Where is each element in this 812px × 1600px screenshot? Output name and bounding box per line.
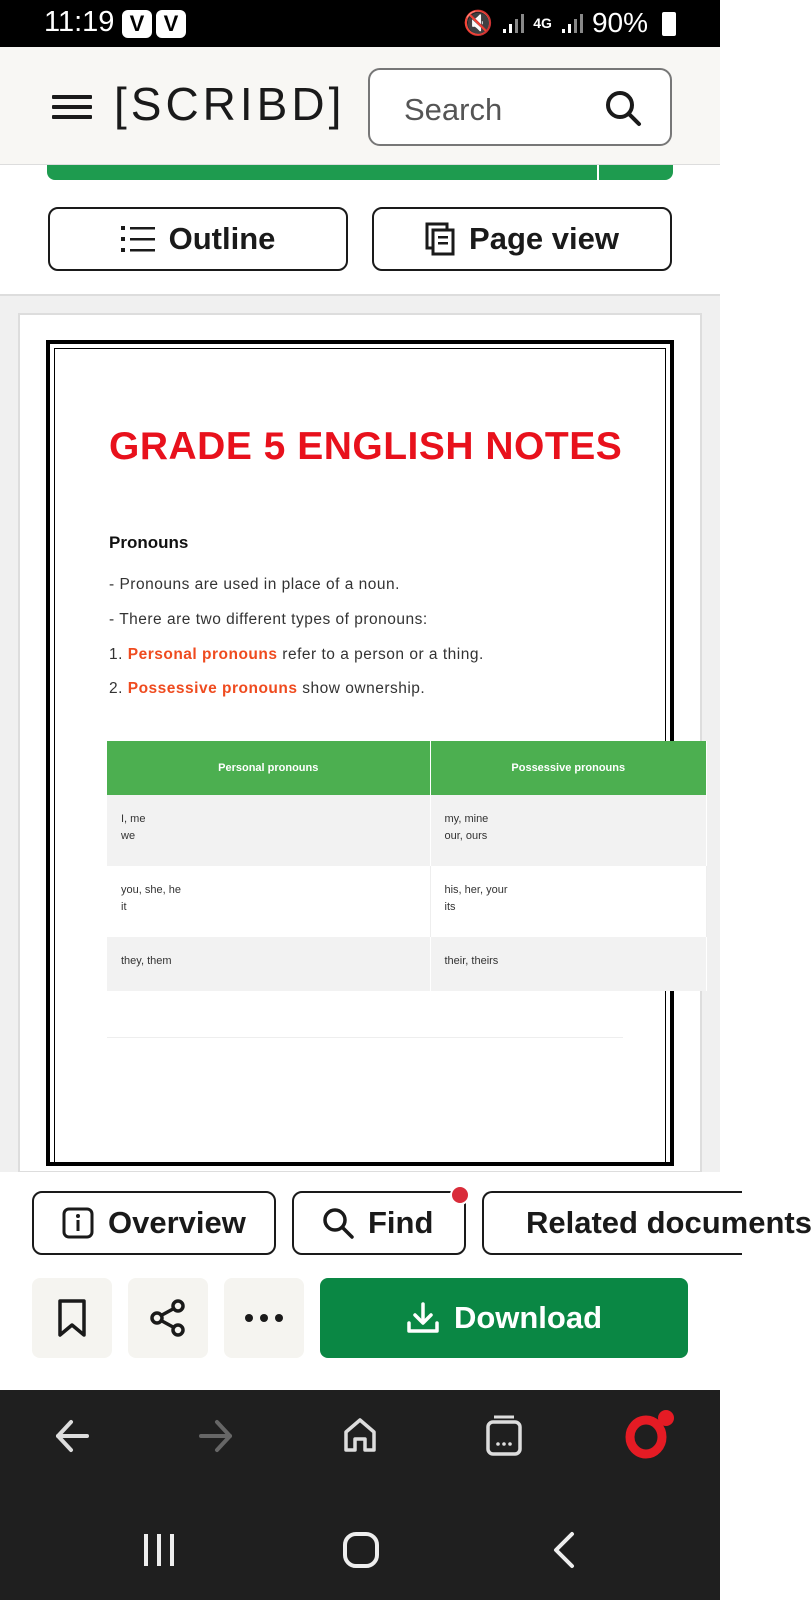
divider [107,1037,623,1038]
signal-icon [560,11,584,35]
table-header: Possessive pronouns [430,741,707,795]
system-nav-bar [0,1500,720,1600]
cell-text: my, mine [444,813,489,825]
document-title: GRADE 5 ENGLISH NOTES [109,425,623,468]
list-item [109,646,484,664]
status-bar [0,0,720,47]
pronoun-table [107,741,707,991]
table-cell [430,866,707,937]
outline-button[interactable] [48,207,348,271]
cell-text: their, theirs [444,955,499,967]
paragraph: - Pronouns are used in place of a noun. [109,576,400,593]
cell-text: its [444,901,456,913]
table-row [107,795,707,866]
recent-apps-icon[interactable] [142,1532,176,1568]
bookmark-button[interactable] [32,1278,112,1358]
paragraph: - There are two different types of pronouns: [109,611,428,628]
back-nav-icon[interactable] [552,1531,576,1569]
highlight-term: Possessive pronouns [127,680,298,697]
list-number: 2. [109,680,123,697]
status-icons [463,7,668,39]
download-icon [406,1301,440,1335]
cell-text: I, me [121,813,146,825]
table-row [107,937,707,991]
table-header: Personal pronouns [107,741,430,795]
info-icon [62,1207,94,1239]
overview-label: Overview [108,1205,246,1240]
list-icon [121,224,155,254]
table-cell [430,937,707,991]
cell-text: our, ours [444,830,488,842]
opera-icon[interactable] [626,1410,674,1456]
overview-button[interactable] [32,1191,276,1255]
cell-text: his, her, your [444,884,508,896]
document-toolbar [0,1172,812,1390]
cell-text: they, them [121,955,172,967]
status-time: 11:19 [44,6,115,38]
list-text: refer to a person or a thing. [277,646,484,663]
browser-nav-bar [0,1390,720,1500]
tabs-icon[interactable] [484,1414,524,1456]
list-item [109,680,425,698]
table-header-row [107,741,707,795]
search-icon[interactable] [604,89,642,127]
page-view-button[interactable] [372,207,672,271]
related-documents-button[interactable] [482,1191,812,1255]
more-button[interactable] [224,1278,304,1358]
cell-text: we [121,830,136,842]
section-heading: Pronouns [109,533,189,552]
home-icon[interactable] [342,1416,378,1454]
page-border [46,340,674,1166]
search-placeholder: Search [404,92,503,127]
carrier-badge: V [122,10,152,38]
table-cell [107,937,430,991]
download-label: Download [453,1300,603,1335]
bookmark-icon [57,1298,87,1338]
cell-text: you, she, he [121,884,181,896]
progress-bar [47,165,673,180]
search-icon [322,1207,354,1239]
table-cell [107,795,430,866]
page-view-label: Page view [469,221,619,256]
scribd-logo[interactable]: [SCRIBD] [114,78,346,130]
table-cell [430,795,707,866]
list-number: 1. [109,646,123,663]
list-text: show ownership. [297,680,426,697]
download-button[interactable] [320,1278,688,1358]
carrier-badge: V [156,10,186,38]
app-header [0,47,720,165]
search-input[interactable] [368,68,672,146]
signal-icon [501,11,525,35]
related-label: Related documents [526,1205,812,1240]
find-button[interactable] [292,1191,466,1255]
battery-icon [662,12,676,36]
mute-icon: 🔇 [463,9,494,37]
outline-label: Outline [168,221,276,256]
back-icon[interactable] [54,1419,90,1453]
more-icon [244,1313,284,1323]
highlight-term: Personal pronouns [127,646,278,663]
network-type: 4G [533,15,552,31]
forward-icon[interactable] [198,1419,234,1453]
menu-icon[interactable] [52,95,92,119]
share-button[interactable] [128,1278,208,1358]
pages-icon [425,222,455,256]
table-cell [107,866,430,937]
home-nav-icon[interactable] [342,1531,380,1569]
find-label: Find [368,1205,434,1240]
share-icon [148,1298,188,1338]
cell-text: it [121,901,127,913]
battery-percent: 90% [591,7,648,38]
page-content [54,348,666,1162]
notification-dot [450,1185,470,1205]
table-row [107,866,707,937]
